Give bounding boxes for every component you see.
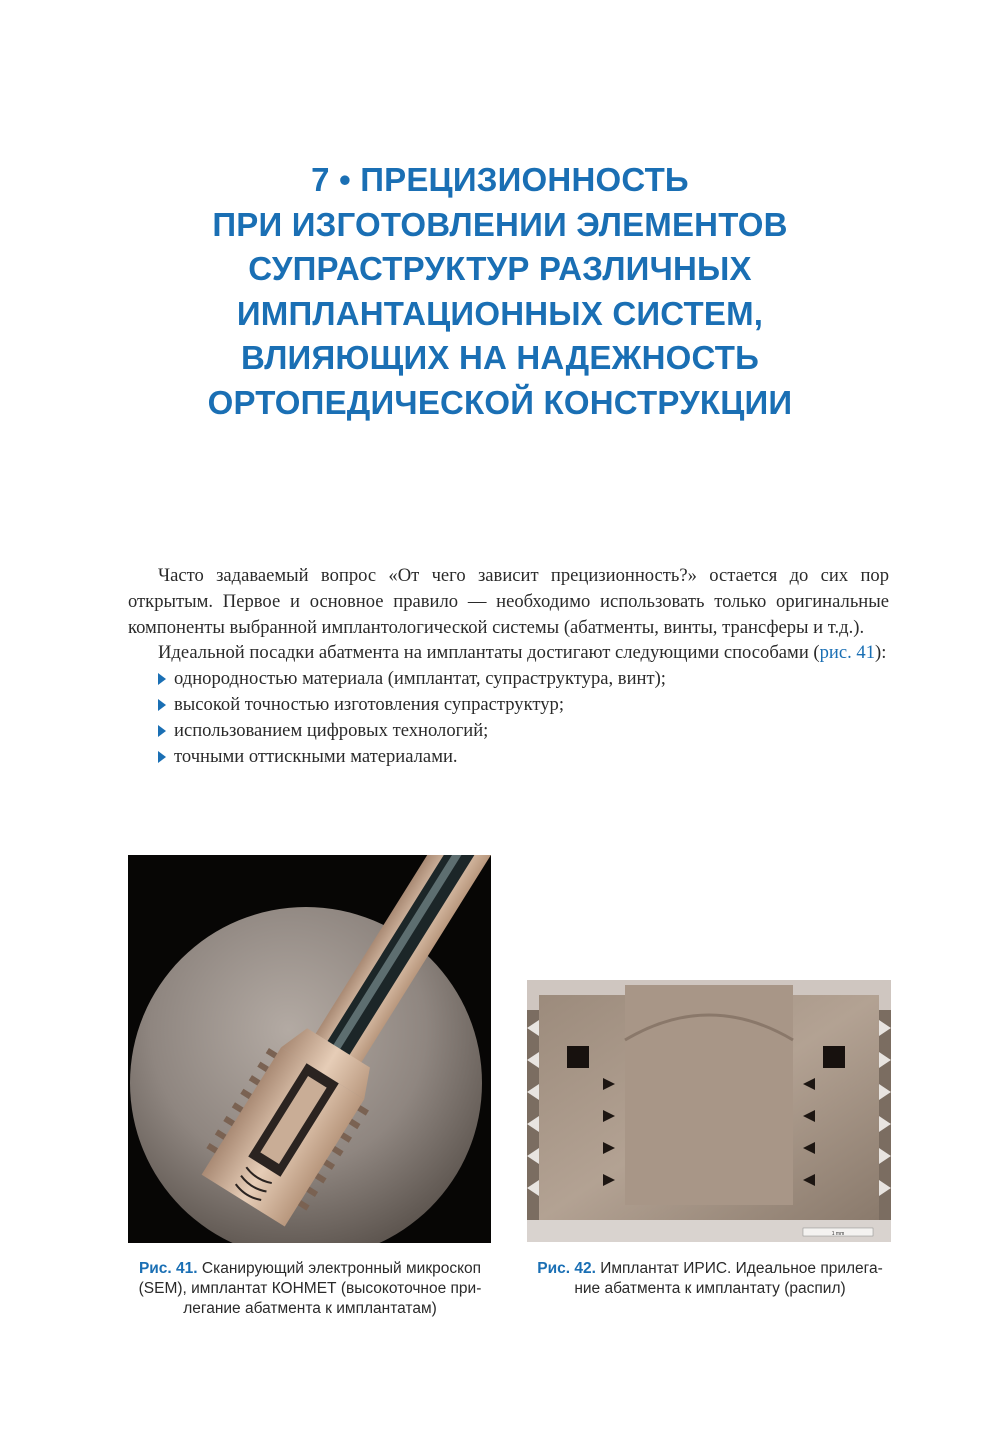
list-item <box>128 692 889 718</box>
list-item-text: однородностью материала (имплантат, супраструктура, винт); <box>174 668 666 690</box>
list-item <box>128 718 889 744</box>
implant-cross-section-illustration <box>527 980 891 1242</box>
methods-list <box>128 666 889 769</box>
triangle-bullet-icon <box>158 699 166 711</box>
paragraph-methods-text: Идеальной посадки абатмента на имплантаты достигают следующими способами ( <box>158 642 820 664</box>
caption-line <box>110 1259 510 1279</box>
caption-line <box>510 1259 910 1279</box>
figure-41-image <box>128 855 491 1243</box>
microscope-implant-illustration <box>128 855 491 1243</box>
triangle-bullet-icon <box>158 673 166 685</box>
body-text <box>128 563 889 769</box>
figure-41-caption <box>110 1259 510 1319</box>
figure-42-image <box>527 980 891 1242</box>
paragraph-intro: Часто задаваемый вопрос «От чего зависит прецизионность?» остается до сих пор открытым. Первое и основное правило — необходимо использовать только оригинальные компоненты выбранной имплантологической системы (абатменты, винты, трансферы и т.д.). <box>128 565 889 638</box>
list-item-text: использованием цифровых технологий; <box>174 719 489 741</box>
title-line: ВЛИЯЮЩИХ НА НАДЕЖНОСТЬ <box>240 339 759 376</box>
figure-42-caption <box>510 1259 910 1299</box>
figure-42-label: Рис. 42. <box>537 1260 596 1277</box>
title-line: ПРИ ИЗГОТОВЛЕНИИ ЭЛЕМЕНТОВ <box>212 205 788 243</box>
paragraph-methods-end: ): <box>875 642 887 664</box>
title-line: СУПРАСТРУКТУР РАЗЛИЧНЫХ <box>248 250 752 287</box>
caption-line: (SEM), имплантат КОНМЕТ (высокоточное при- <box>138 1280 482 1297</box>
figure-41-label: Рис. 41. <box>138 1260 198 1277</box>
caption-text: Имплантат ИРИС. Идеальное прилега- <box>595 1260 883 1277</box>
caption-line: легание абатмента к имплантатам) <box>183 1300 437 1317</box>
caption-text: Сканирующий электронный микроскоп <box>197 1260 482 1277</box>
title-line: ОРТОПЕДИЧЕСКОЙ КОНСТРУКЦИИ <box>207 383 793 421</box>
list-item-text: точными оттискными материалами. <box>174 745 458 767</box>
chapter-title <box>100 158 900 425</box>
paragraph-methods <box>128 640 889 666</box>
caption-line: ние абатмента к имплантату (распил) <box>574 1280 846 1297</box>
list-item-text: высокой точностью изготовления супраструктур; <box>174 693 565 715</box>
triangle-bullet-icon <box>158 725 166 737</box>
list-item <box>128 666 889 692</box>
figure-41-reference-link[interactable]: рис. 41 <box>819 642 876 664</box>
title-line: 7 • ПРЕЦИЗИОННОСТЬ <box>311 161 689 198</box>
title-line: ИМПЛАНТАЦИОННЫХ СИСТЕМ, <box>236 294 764 332</box>
list-item <box>128 744 889 770</box>
scale-bar-label: 1 mm <box>831 1231 845 1237</box>
triangle-bullet-icon <box>158 751 166 763</box>
